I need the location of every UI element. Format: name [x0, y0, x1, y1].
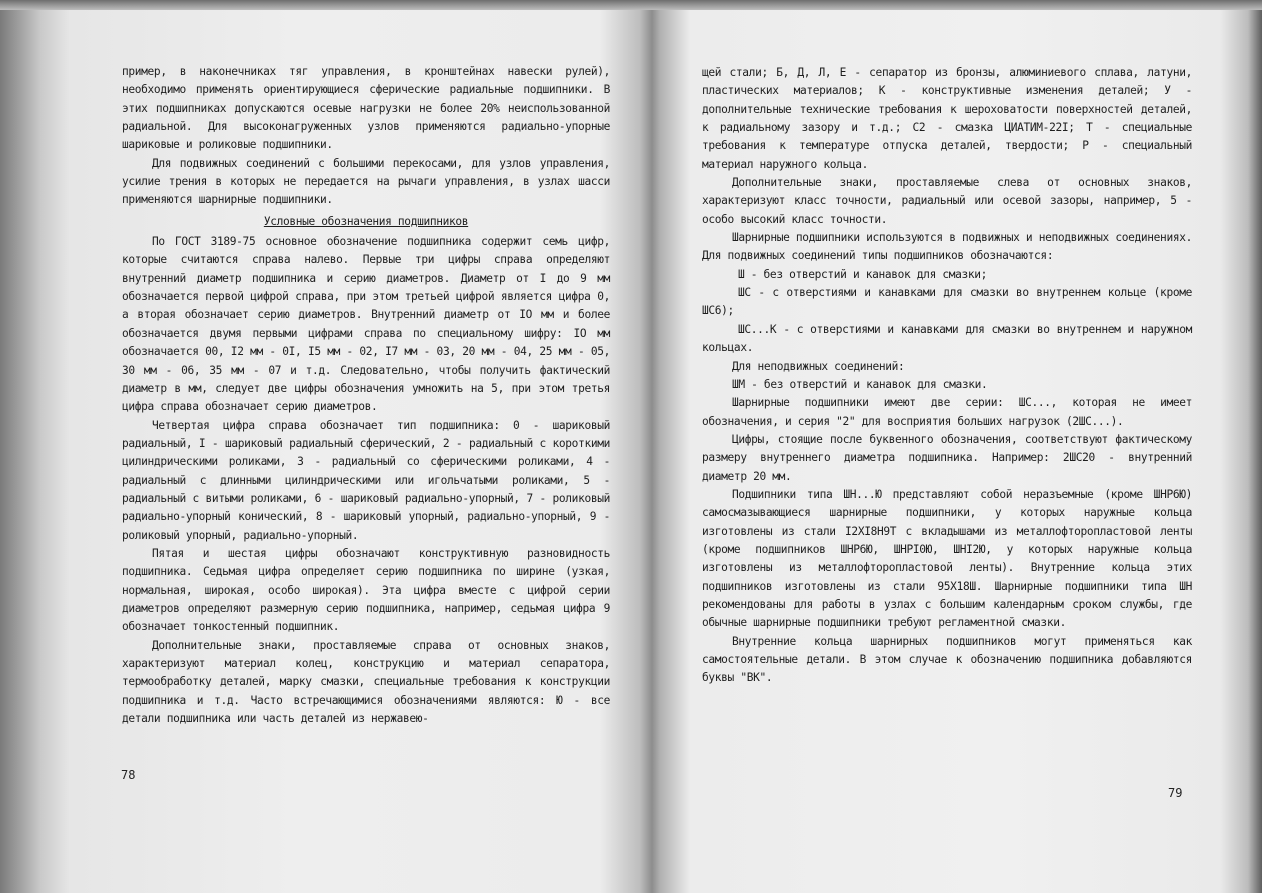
list-item: ШС - с отверстиями и канавками для смазки во внутреннем кольце (кроме ШС6); — [702, 286, 1192, 318]
paragraph: Цифры, стоящие после буквенного обозначения, соответствуют фактическому размеру внутреннего диаметра подшипника. Например: 2ШС20 - внутренний диаметр 20 мм. — [702, 432, 1192, 483]
paragraph: Четвертая цифра справа обозначает тип подшипника: 0 - шариковый радиальный, I - шариковый радиальный сферический, 2 - радиальный с короткими цилиндрическими роликами, 3 - радиальный со сферическими роликами, 4 - радиальный с длинными цилиндрическими или игольчатыми роликами, 5 - радиальный с витыми роликами, 6 - шариковый радиально-упорный, 7 - роликовый радиально-упорный конический, 8 - шариковый упорный, радиально-упорный, 9 - роликовый упорный, радиально-упорный. — [122, 418, 610, 542]
paragraph: Внутренние кольца шарнирных подшипников могут применяться как самостоятельные детали. В этом случае к обозначению подшипника добавляются буквы "ВК". — [702, 634, 1192, 685]
paragraph: Шарнирные подшипники имеют две серии: ШС..., которая не имеет обозначения, и серия "2" для восприятия больших нагрузок (2ШС...). — [702, 396, 1192, 428]
list-item: ШС...К - с отверстиями и канавками для смазки во внутреннем и наружном кольцах. — [702, 322, 1192, 355]
paragraph: Подшипники типа ШН...Ю представляют собой неразъемные (кроме ШНР6Ю) самосмазывающиеся шарнирные подшипники, у которых наружные кольца изготовлены из стали I2ХI8Н9Т с вкладышами из металлофторопластовой ленты (кроме подшипников ШНР6Ю, ШНРI0Ю, ШНI2Ю, у которых наружные кольца изготовлены из металлофторопластовой ленты). Внутренние кольца этих подшипников изготовлены из стали 95Х18Ш. Шарнирные подшипники типа ШН рекомендованы для работы в узлах с большим календарным сроком службы, где обычные шарнирные подшипники требуют регламентной смазки. — [702, 487, 1192, 630]
page-number: 78 — [121, 768, 136, 782]
paragraph: Шарнирные подшипники используются в подвижных и неподвижных соединениях. Для подвижных соединений типы подшипников обозначаются: — [702, 231, 1192, 263]
paragraph: Дополнительные знаки, проставляемые слева от основных знаков, характеризуют класс точности, радиальный или осевой зазоры, например, 5 - особо высокий класс точности. — [702, 176, 1192, 226]
page-number: 79 — [1168, 786, 1183, 800]
paragraph: щей стали; Б, Д, Л, Е - сепаратор из бронзы, алюминиевого сплава, латуни, пластических материалов; К - конструктивные изменения деталей; У - дополнительные технические требования к шероховатости поверхностей деталей, к радиальному зазору и т.д.; С2 - смазка ЦИАТИМ-22I; Т - специальные требования к температуре отпуска деталей, твердости; Р - специальный материал наружного кольца. — [702, 66, 1192, 171]
paragraph: Для неподвижных соединений: — [732, 359, 905, 373]
paragraph: пример, в наконечниках тяг управления, в кронштейнах навески рулей), необходимо применять ориентирующиеся сферические радиальные подшипники. В этих подшипниках допускаются осевые нагрузки не более 20% неиспользованной радиальной. Для высоконагруженных узлов применяются радиально-упорные шариковые и роликовые подшипники. — [122, 65, 610, 152]
right-page-text — [702, 64, 1192, 688]
paragraph: Для подвижных соединений с большими перекосами, для узлов управления, усилие трения в которых не передается на рычаги управления, в узлах шасси применяются шарнирные подшипники. — [122, 156, 610, 207]
left-page-text — [122, 63, 610, 728]
right-page — [652, 0, 1262, 893]
paragraph: Пятая и шестая цифры обозначают конструктивную разновидность подшипника. Седьмая цифра определяет серию подшипника по ширине (узкая, нормальная, широкая, особо широкая). Эта цифра вместе с цифрой серии диаметров определяют размерную серию подшипника, например, седьмая цифра 9 обозначает тонкостенный подшипник. — [122, 546, 610, 634]
list-item: Ш - без отверстий и канавок для смазки; — [738, 267, 988, 281]
paragraph: По ГОСТ 3189-75 основное обозначение подшипника содержит семь цифр, которые считаются справа налево. Первые три цифры справа определяют внутренний диаметр подшипника и серию диаметров. Диаметр от I до 9 мм обозначается первой цифрой справа, при этом третьей цифрой является цифра 0, а вторая обозначает серию диаметров. Внутренний диаметр от IО мм и более обозначается двумя первыми цифрами справа по специальному шифру: IО мм обозначается 00, I2 мм - 0I, I5 мм - 02, I7 мм - 03, 20 мм - 04, 25 мм - 05, 30 мм - 06, 35 мм - 07 и т.д. Следовательно, чтобы получить фактический диаметр в мм, следует две цифры обозначения умножить на 5, при этом третья цифра справа обозначает серию диаметров. — [122, 235, 610, 414]
paragraph: ШМ - без отверстий и канавок для смазки. — [732, 377, 988, 391]
paragraph: Дополнительные знаки, проставляемые справа от основных знаков, характеризуют материал колец, конструкцию и материал сепаратора, термообработку деталей, марку смазки, специальные требования к конструкции подшипника и т.д. Часто встречающимися обозначениями являются: Ю - все детали подшипника или часть деталей из нержавею- — [122, 638, 610, 726]
section-heading: Условные обозначения подшипников — [263, 214, 469, 228]
